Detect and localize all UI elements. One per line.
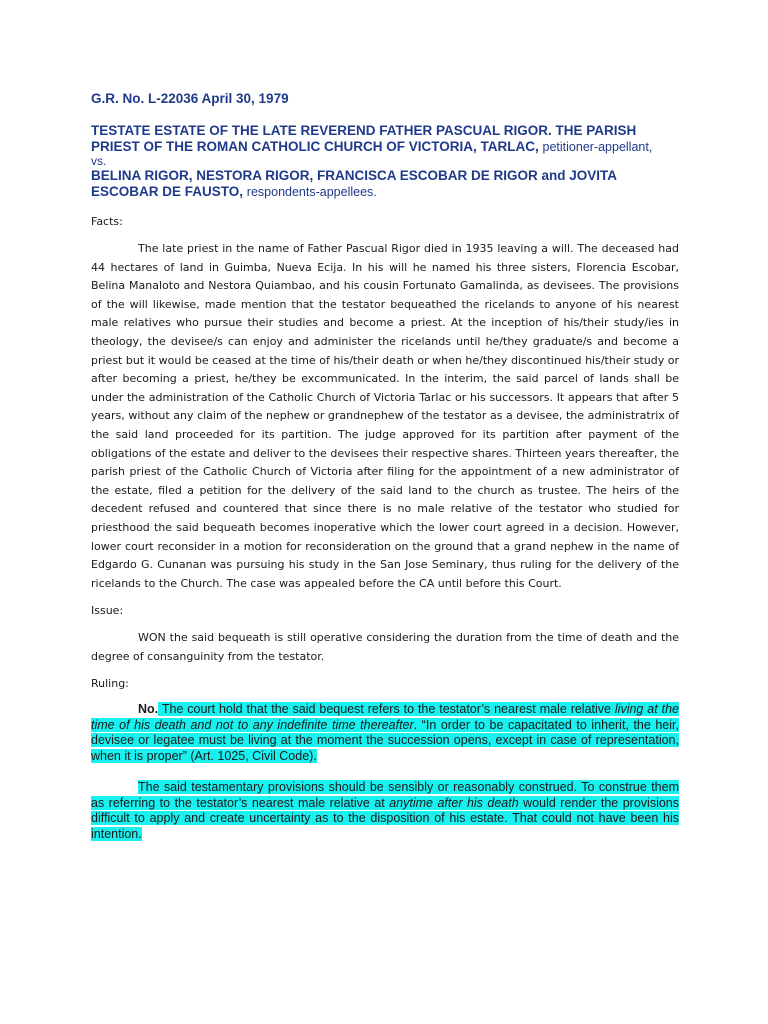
highlighted-text: The said testamentary provisions should be sensibly or reasonably construed. To construe them as referring to the testator’s nearest male relative at [91, 780, 679, 810]
ruling-heading: Ruling: [91, 677, 129, 691]
ruling-paragraph-1 [91, 702, 679, 764]
facts-paragraph: The late priest in the name of Father Pascual Rigor died in 1935 leaving a will. The deceased had 44 hectares of land in Guimba, Nueva Ecija. In his will he named his three sisters, Florencia Escobar, Belina Manaloto and Nestora Quiambao, and his cousin Fortunato Gamalinda, as devisees. The provisions of the will likewise, made mention that the testator bequeathed the ricelands to anyone of his nearest male relatives who pursue their studies and become a priest. At the inception of his/their study/ies in theology, the devisee/s can enjoy and administer the ricelands until he/they graduate/s and become a priest but it would be ceased at the time of his/their death or when he/they discontinued his/their study or after becoming a priest, he/they be excommunicated. In the interim, the said parcel of lands shall be under the administration of the Catholic Church of Victoria Tarlac or his successors. It appears that after 5 years, without any claim of the nephew or grandnephew of the testator as a devisee, the administratrix of the said land proceeded for its partition. The judge approved for its partition after payment of the obligations of the estate and deliver to the devisees their respective shares. Thirteen years thereafter, the parish priest of the Catholic Church of Victoria after filing for the appointment of a new administrator of the estate, filed a petition for the delivery of the said land to the church as trustee. The heirs of the decedent refused and countered that since there is no male relative of the testator who studied for priesthood the said bequeath becomes inoperative which the lower court agreed in a decision. However, lower court reconsider in a motion for reconsideration on the ground that a grand nephew in the name of Edgardo G. Cunanan was pursuing his study in the San Jose Seminary, thus ruling for the delivery of the ricelands to the Church. The case was appealed before the CA until before this Court. [91, 242, 679, 590]
issue-heading: Issue: [91, 604, 124, 618]
case-number: G.R. No. L-22036 April 30, 1979 [91, 91, 289, 106]
facts-heading: Facts: [91, 215, 123, 228]
highlighted-text: . “In order to be capacitated to inherit, the heir, devisee or legatee must be living at the moment the succession opens, except in case of representation, when it is proper” (Art. 1025, Civil Code). [91, 717, 679, 763]
case-caption [91, 123, 679, 200]
highlighted-italic-text: living at the time of his death and not to any indefinite time thereafter [91, 702, 679, 732]
highlighted-italic-text: anytime after his death [389, 795, 519, 810]
ruling-paragraph-2 [91, 780, 679, 842]
petitioner-name: TESTATE ESTATE OF THE LATE REVEREND FATHER PASCUAL RIGOR. THE PARISH PRIEST OF THE ROMAN CATHOLIC CHURCH OF VICTORIA, TARLAC, [91, 123, 637, 154]
issue-paragraph: WON the said bequeath is still operative considering the duration from the time of death and the degree of consanguinity from the testator. [91, 631, 679, 663]
respondents-names: BELINA RIGOR, NESTORA RIGOR, FRANCISCA ESCOBAR DE RIGOR and JOVITA ESCOBAR DE FAUSTO, [91, 168, 617, 199]
petitioner-role: petitioner-appellant, [542, 139, 653, 154]
highlighted-text: would render the provisions difficult to apply and create uncertainty as to the disposition of his estate. That could not have been his intention. [91, 795, 680, 841]
respondents-role: respondents-appellees. [246, 184, 377, 199]
versus-label: vs. [91, 154, 107, 168]
highlighted-text: The court hold that the said bequest refers to the testator’s nearest male relative [158, 702, 615, 717]
ruling-answer-label: No. [138, 702, 159, 717]
